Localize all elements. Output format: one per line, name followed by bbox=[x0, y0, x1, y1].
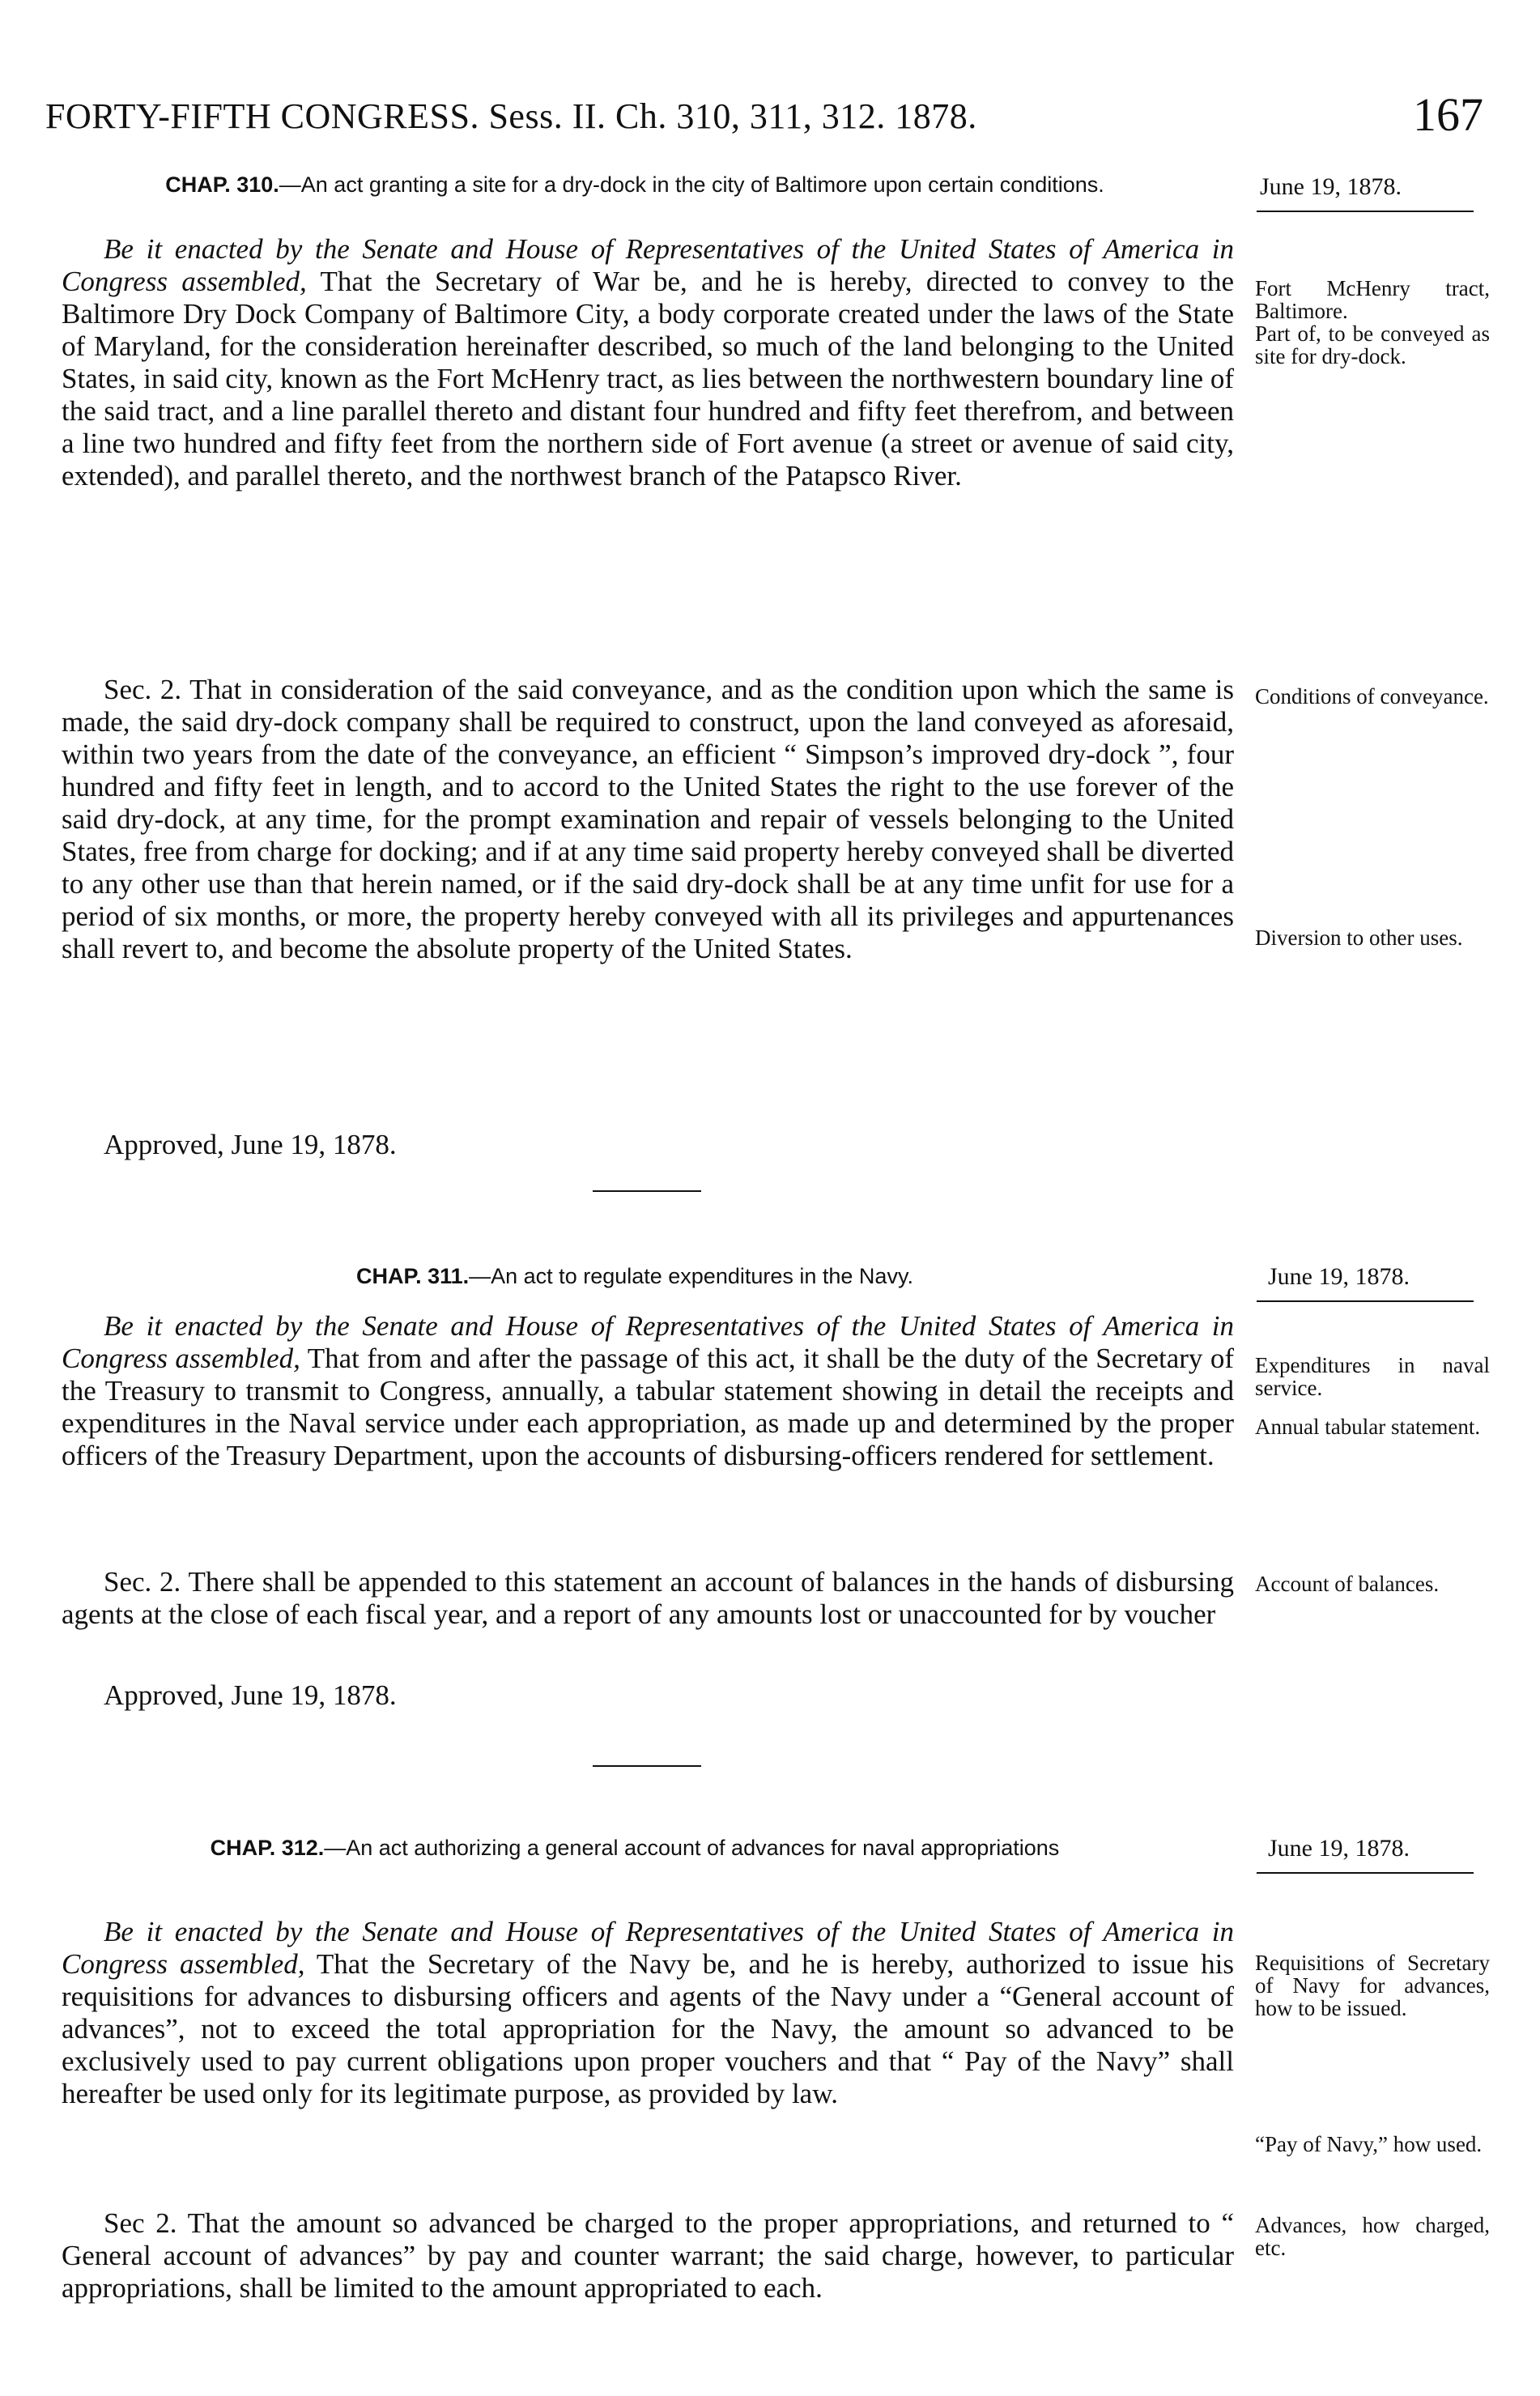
chap-310-section-1 bbox=[62, 233, 1234, 492]
note-advances-charged: Advances, how charged, etc. bbox=[1255, 2213, 1490, 2260]
chap-312-date: June 19, 1878. bbox=[1268, 1835, 1410, 1862]
chap-312-title-text: —An act authorizing a general account of advances for naval appropriations bbox=[324, 1836, 1060, 1860]
chap-311-section-1 bbox=[62, 1310, 1234, 1472]
note-fort-mchenry: Fort McHenry tract, Baltimore. bbox=[1255, 276, 1490, 323]
chap-312-date-rule bbox=[1257, 1872, 1474, 1874]
chap-312-title bbox=[52, 1835, 1218, 1861]
chap-310-sec1-text: That the Secretary of War be, and he is hereby, directed to convey to the Baltimore Dry Dock Company of Baltimore City, a body corporate created under the laws of the State of Maryland, for the consideration hereinafter described, so much of the land belonging to the United States, in said city, known as the Fort McHenry tract, as lies between the northwestern boundary line of the said tract, and a line parallel thereto and distant four hundred and fifty feet therefrom, and between a line two hundred and fifty feet from the northern side of Fort avenue (a street or avenue of said city, extended), and parallel thereto, and the northwest branch of the Patapsco River. bbox=[62, 266, 1234, 492]
chap-310-approved: Approved, June 19, 1878. bbox=[104, 1129, 397, 1160]
note-diversion: Diversion to other uses. bbox=[1255, 926, 1463, 950]
page-number: 167 bbox=[1413, 88, 1483, 141]
note-requisitions: Requisitions of Secretary of Navy for advances, how to be issued. bbox=[1255, 1951, 1490, 2020]
separator-rule bbox=[593, 1765, 701, 1767]
note-part-of-site: Part of, to be conveyed as site for dry-dock. bbox=[1255, 321, 1490, 368]
running-head: FORTY-FIFTH CONGRESS. Sess. II. Ch. 310, 311, 312. 1878. bbox=[45, 96, 977, 136]
chap-311-title bbox=[52, 1263, 1218, 1289]
chap-312-label: CHAP. 312. bbox=[210, 1836, 325, 1860]
chap-311-sec1-text: That from and after the passage of this act, it shall be the duty of the Secretary of the Treasury to transmit to Congress, annually, a tabular statement showing in detail the receipts and expenditures in the Naval service under each appropriation, as made up and determined by the proper officers of the Treasury Department, upon the accounts of disbursing-officers rendered for settlement. bbox=[62, 1343, 1234, 1471]
chap-312-section-2: Sec 2. That the amount so advanced be charged to the proper appropriations, and returned to “ General account of advances” by pay and counter warrant; the said charge, however, to particular appropriations, shall be limited to the amount appropriated to each. bbox=[62, 2207, 1234, 2304]
chap-311-section-2: Sec. 2. There shall be appended to this statement an account of balances in the hands of disbursing agents at the close of each fiscal year, and a report of any amounts lost or unaccounted for by voucher bbox=[62, 1566, 1234, 1630]
page-header bbox=[45, 87, 1483, 144]
separator-rule bbox=[593, 1190, 701, 1192]
chap-312-enacting-clause: Be it enacted by the Senate and House of Representatives of the United States of America in Congress assembled, bbox=[62, 1916, 1234, 1980]
chap-311-date-rule bbox=[1257, 1300, 1474, 1302]
chap-310-date-rule bbox=[1257, 211, 1474, 212]
note-balances: Account of balances. bbox=[1255, 1572, 1440, 1596]
chap-312-section-1 bbox=[62, 1916, 1234, 2110]
chap-310-title-text: —An act granting a site for a dry-dock in the city of Baltimore upon certain conditions. bbox=[279, 172, 1104, 197]
chap-310-date: June 19, 1878. bbox=[1260, 173, 1402, 200]
note-pay-of-navy: “Pay of Navy,” how used. bbox=[1255, 2132, 1483, 2156]
note-conditions: Conditions of conveyance. bbox=[1255, 684, 1489, 709]
chap-312-sec1-text: That the Secretary of the Navy be, and he is hereby, authorized to issue his requisitions for advances to disbursing officers and agents of the Navy under a “General account of advances”, not to exceed the total appropriation for the Navy, the amount so advanced to be exclusively used to pay current obligations upon proper vouchers and that “ Pay of the Navy” shall hereafter be used only for its legitimate purpose, as provided by law. bbox=[62, 1948, 1234, 2109]
note-annual-tabular: Annual tabular statement. bbox=[1255, 1415, 1481, 1439]
chap-310-enacting-clause: Be it enacted by the Senate and House of Representatives of the United States of America in Congress assembled, bbox=[62, 233, 1234, 297]
chap-311-enacting-clause: Be it enacted by the Senate and House of Representatives of the United States of America in Congress assembled, bbox=[62, 1310, 1234, 1374]
chap-310-title bbox=[52, 172, 1218, 198]
chap-310-label: CHAP. 310. bbox=[165, 172, 279, 197]
chap-311-title-text: —An act to regulate expenditures in the Navy. bbox=[469, 1264, 913, 1288]
chap-311-label: CHAP. 311. bbox=[356, 1264, 470, 1288]
chap-310-section-2: Sec. 2. That in consideration of the said conveyance, and as the condition upon which the same is made, the said dry-dock company shall be required to construct, upon the land conveyed as aforesaid, within two years from the date of the conveyance, an efficient “ Simpson’s improved dry-dock ”, four hundred and fifty feet in length, and to accord to the United States the right to the use forever of the said dry-dock, at any time, for the prompt examination and repair of vessels belonging to the United States, free from charge for docking; and if at any time said property hereby conveyed shall be diverted to any other use than that herein named, or if the said dry-dock shall be at any time unfit for use for a period of six months, or more, the property hereby conveyed with all its privileges and appurtenances shall revert to, and become the absolute property of the United States. bbox=[62, 674, 1234, 964]
note-expenditures: Expenditures in naval service. bbox=[1255, 1353, 1490, 1400]
chap-311-approved: Approved, June 19, 1878. bbox=[104, 1679, 397, 1711]
chap-311-date: June 19, 1878. bbox=[1268, 1263, 1410, 1290]
